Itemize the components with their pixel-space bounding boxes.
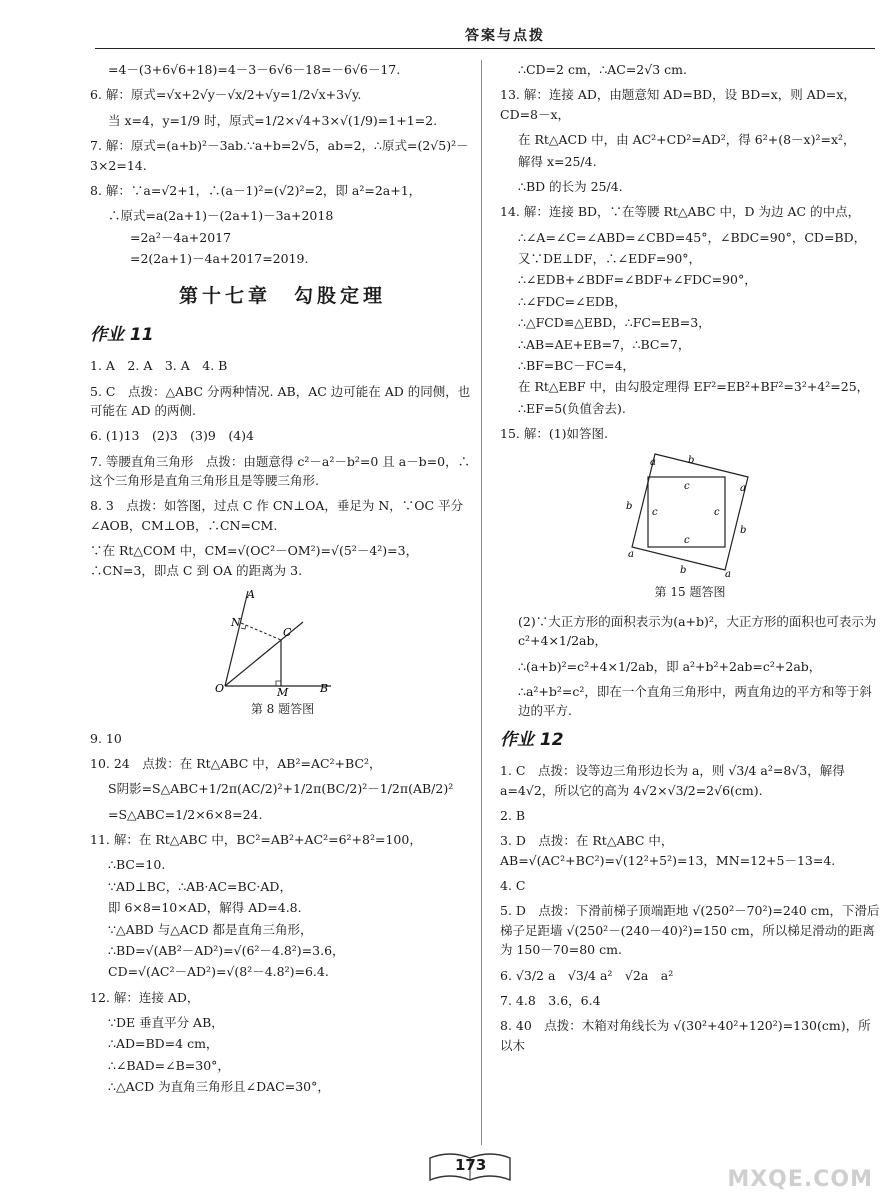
answer-line: ∴∠EDB+∠BDF=∠BDF+∠FDC=90°， [518, 272, 757, 288]
answer-line: 4. C [500, 878, 526, 894]
answer-line: 15. 解：(1)如答图. [500, 426, 609, 441]
answer-line: ∴∠A=∠C=∠ABD=∠CBD=45°，∠BDC=90°，CD=BD， [518, 229, 867, 245]
answer-line: =S△ABC=1/2×6×8=24. [108, 806, 263, 822]
answer-line: 8. 3 点拨：如答图，过点 C 作 CN⊥OA，垂足为 N，∵OC 平分∠AOB，CM⊥OB，∴CN=CM. [90, 498, 464, 533]
answer-line: ∴EF=5(负值舍去). [518, 400, 626, 416]
left-answers [90, 60, 475, 268]
answer-line: ∴△ACD 为直角三角形且∠DAC=30°， [108, 1079, 330, 1095]
answer-line: (2)∵大正方形的面积表示为(a+b)²，大正方形的面积也可表示为 c²+4×1/2ab， [518, 613, 881, 649]
right-answers-cont [500, 612, 880, 721]
label-a-1: a [650, 457, 656, 469]
label-c-4: c [652, 507, 658, 519]
chapter-title: 第十七章 勾股定理 [178, 285, 386, 308]
label-c: C [282, 625, 291, 639]
label-b-4: b [626, 501, 633, 513]
answer-line: 12. 解：连接 AD， [90, 989, 200, 1005]
answer-line: ∴(a+b)²=c²+4×1/2ab，即 a²+b²+2ab=c²+2ab， [518, 658, 822, 674]
answer-line: 当 x=4，y=1/9 时，原式=1/2×√4+3×√(1/9)=1+1=2. [108, 112, 438, 128]
page-number-badge [425, 1150, 515, 1184]
label-o: O [214, 681, 224, 695]
answer-line: 解得 x=25/4. [518, 153, 597, 169]
figure-8-diagram [213, 586, 353, 696]
answer-line: 7. 等腰直角三角形 点拨：由题意得 c²－a²－b²=0 且 a－b=0，∴这个三角形是直角三角形且是等腰三角形. [90, 453, 471, 489]
answer-line: 即 6×8=10×AD，解得 AD=4.8. [108, 900, 302, 916]
label-a-3: a [725, 569, 731, 580]
label-a: A [246, 587, 255, 601]
answer-line: ∴∠FDC=∠EDB， [518, 293, 627, 309]
answer-line: 10. 24 点拨：在 Rt△ABC 中，AB²=AC²+BC²， [90, 755, 382, 771]
answer-line: 1. C 点拨：设等边三角形边长为 a，则 √3/4 a²=8√3，解得 a=4√2，所以它的高为 4√2×√3/2=2√6(cm). [500, 763, 849, 798]
answer-line: 3. D 点拨：在 Rt△ABC 中，AB=√(AC²+BC²)=√(12²+5²)=13，MN=12+5－13=4. [500, 833, 836, 868]
label-a-2: a [740, 483, 746, 495]
answer-line: 9. 10 [90, 730, 122, 746]
label-b-3: b [680, 565, 687, 577]
answer-line: ∴BF=BC－FC=4， [518, 357, 635, 373]
right-angle-n [241, 625, 246, 629]
page-number: 173 [455, 1156, 487, 1174]
homework-12-answers [500, 761, 880, 1055]
answer-line: 14. 解：连接 BD，∵在等腰 Rt△ABC 中，D 为边 AC 的中点， [500, 204, 861, 220]
watermark-logo [727, 1122, 873, 1192]
answer-line: ∵△ABD 与△ACD 都是直角三角形， [108, 921, 313, 937]
label-b-1: b [688, 455, 695, 467]
label-m: M [276, 685, 288, 696]
answer-line: 7. 解：原式=(a+b)²－3ab.∵a+b=2√5，ab=2，∴原式=(2√5)²－3×2=14. [90, 138, 469, 173]
answer-line: 又∵DE⊥DF，∴∠EDF=90°， [518, 251, 702, 266]
label-c-1: c [684, 481, 690, 493]
segment-cn [241, 623, 281, 640]
answer-line: =4－(3+6√6+18)=4－3－6√6－18=－6√6－17. [108, 62, 401, 77]
answer-line: 8. 40 点拨：木箱对角线长为 √(30²+40²+120²)=130(cm)，所以木 [500, 1018, 871, 1053]
answer-line: ∴BC=10. [108, 857, 166, 873]
left-column [90, 60, 475, 1103]
header-title: 答案与点拨 [465, 28, 545, 44]
answer-line: ∴∠BAD=∠B=30°， [108, 1057, 230, 1073]
answer-line: CD=√(AC²－AD²)=√(8²－4.8²)=6.4. [108, 964, 329, 980]
figure-15-caption: 第 15 题答图 [654, 585, 726, 600]
answer-line: 在 Rt△EBF 中，由勾股定理得 EF²=EB²+BF²=3²+4²=25， [518, 379, 870, 395]
homework-11-title: 作业 11 [90, 324, 154, 345]
answer-line: 11. 解：在 Rt△ABC 中，BC²=AB²+AC²=6²+8²=100， [90, 832, 422, 847]
figure-15-diagram [620, 449, 760, 579]
answer-line: ∴BD 的长为 25/4. [518, 178, 623, 194]
label-a-4: a [628, 549, 634, 561]
answer-line: ∴BD=√(AB²－AD²)=√(6²－4.8²)=3.6， [108, 942, 345, 958]
answer-line: 8. 解：∵a=√2+1，∴(a－1)²=(√2)²=2，即 a²=2a+1， [90, 182, 422, 198]
answer-line: 13. 解：连接 AD，由题意知 AD=BD，设 BD=x，则 AD=x，CD=8－x， [500, 87, 856, 122]
answer-line: ∴△FCD≌△EBD，∴FC=EB=3， [518, 315, 711, 331]
homework-11-answers-cont [90, 729, 475, 1097]
answer-line: ∵在 Rt△COM 中，CM=√(OC²－OM²)=√(5²－4²)=3，∴CN=3，即点 C 到 OA 的距离为 3. [90, 543, 419, 578]
answer-line: ∴CD=2 cm，∴AC=2√3 cm. [518, 62, 687, 77]
watermark-text: MXQE.COM [727, 1167, 873, 1192]
label-c-3: c [684, 535, 690, 547]
right-column [500, 60, 880, 1061]
answer-line: ∴原式=a(2a+1)－(2a+1)－3a+2018 [108, 208, 334, 224]
answer-line: 在 Rt△ACD 中，由 AC²+CD²=AD²，得 6²+(8－x)²=x²， [518, 132, 856, 148]
outer-square [632, 454, 748, 570]
right-answers [500, 60, 880, 443]
answer-line: ∴a²+b²=c²，即在一个直角三角形中，两直角边的平方和等于斜边的平方. [518, 684, 872, 719]
answer-line: ∴AB=AE+EB=7，∴BC=7， [518, 336, 691, 352]
answer-line: 7. 4.8 3.6，6.4 [500, 992, 601, 1008]
answer-line: 5. C 点拨：△ABC 分两种情况. AB，AC 边可能在 AD 的同侧，也可能在 AD 的两侧. [90, 383, 471, 418]
answer-line: 6. 解：原式=√x+2√y－√x/2+√y=1/2√x+3√y. [90, 87, 362, 103]
answer-line: ∴AD=BD=4 cm， [108, 1036, 219, 1052]
label-c-2: c [714, 507, 720, 519]
answer-line: 5. D 点拨：下滑前梯子顶端距地 √(250²－70²)=240 cm，下滑后梯子足距墙 √(250²－(240－40)²)=150 cm，所以梯足滑动的距离为 150－70=80 cm. [500, 903, 880, 958]
homework-12-title: 作业 12 [500, 729, 564, 750]
page-header [95, 20, 875, 49]
homework-11-answers [90, 356, 475, 580]
figure-8-caption: 第 8 题答图 [250, 701, 315, 716]
answer-line: =2(2a+1)－4a+2017=2019. [130, 251, 309, 266]
answer-line: 6. (1)13 (2)3 (3)9 (4)4 [90, 428, 254, 444]
label-n: N [230, 615, 241, 629]
answer-line: =2a²－4a+2017 [130, 229, 232, 245]
answer-line: 2. B [500, 807, 526, 823]
column-divider [481, 60, 482, 1145]
answer-line: ∵AD⊥BC，∴AB·AC=BC·AD， [108, 878, 292, 894]
label-b-2: b [740, 525, 747, 537]
answer-line: S阴影=S△ABC+1/2π(AC/2)²+1/2π(BC/2)²－1/2π(AB/2)² [108, 781, 454, 797]
answer-line: 1. A 2. A 3. A 4. B [90, 358, 228, 374]
answer-line: 6. √3/2 a √3/4 a² √2a a² [500, 967, 674, 983]
ray-oa [225, 591, 248, 686]
answer-line: ∵DE 垂直平分 AB， [108, 1015, 224, 1030]
label-b: B [319, 681, 328, 695]
